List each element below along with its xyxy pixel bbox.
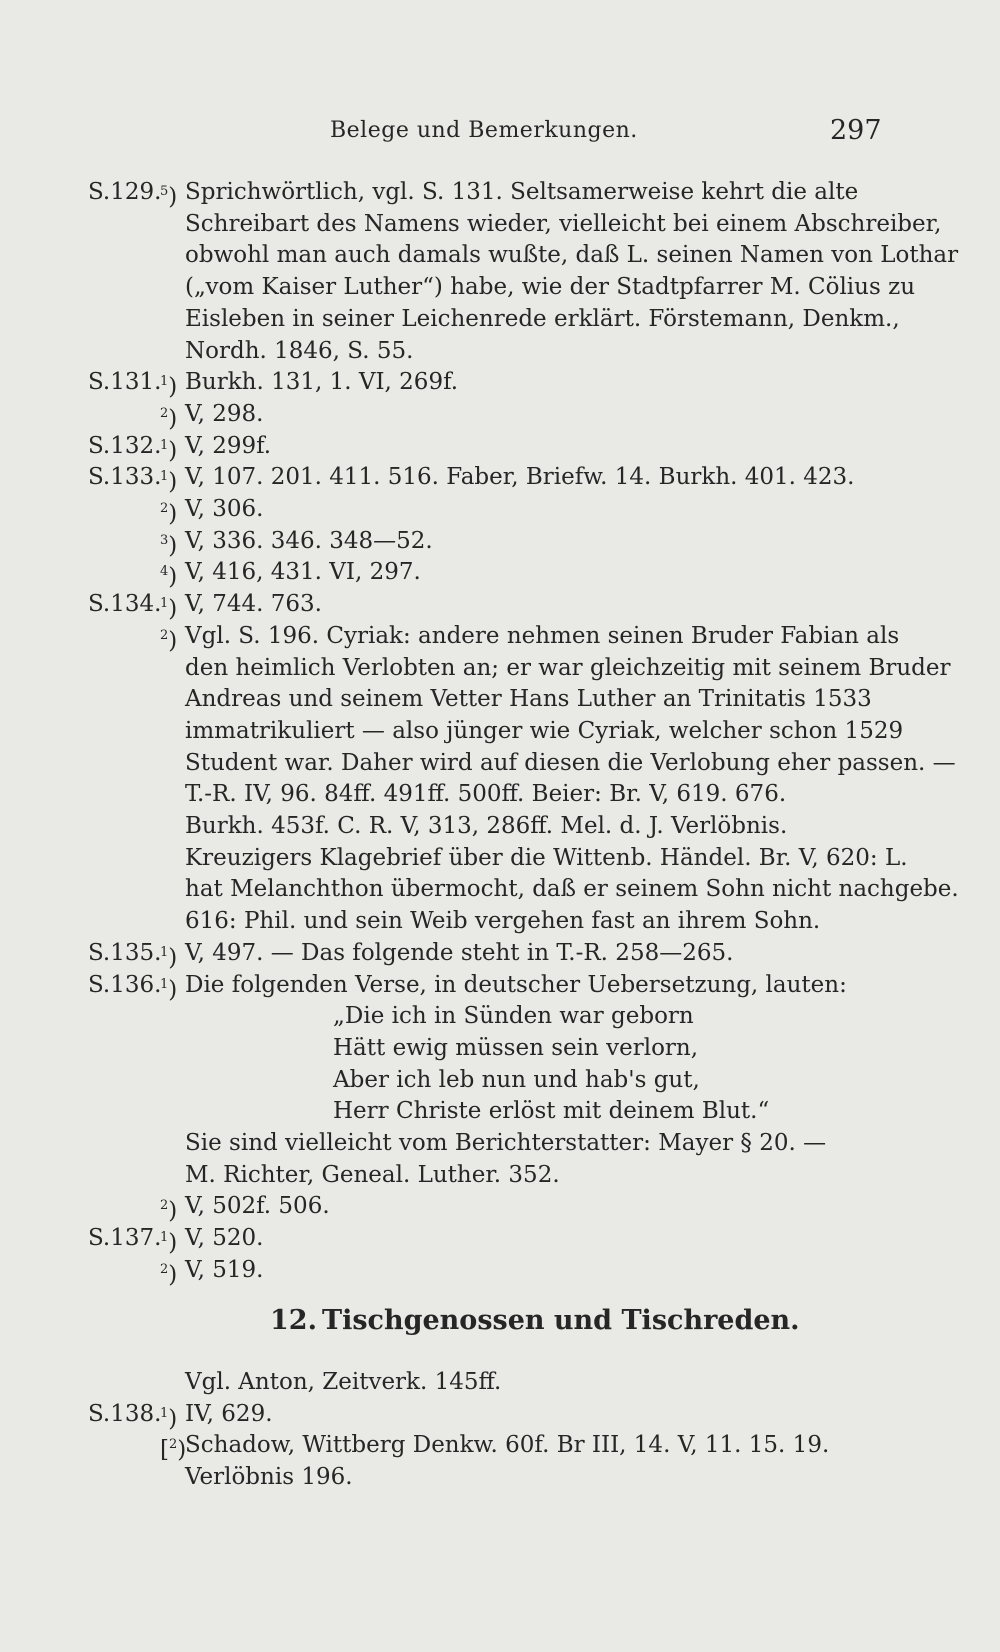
- note-line: [0, 747, 1000, 779]
- note-text: Vgl. S. 196. Cyriak: andere nehmen seinen Bruder Fabian als: [185, 622, 900, 649]
- verse-line: Herr Christe erlöst mit deinem Blut.“: [333, 1098, 770, 1125]
- footnote-number: 1: [160, 1405, 169, 1421]
- note-text: V, 299f.: [185, 432, 272, 459]
- note-line: [0, 1398, 1000, 1430]
- note-text: Andreas und seinem Vetter Hans Luther an Trinitatis 1533: [185, 686, 872, 713]
- page-reference: S.136.: [88, 971, 162, 998]
- footnote-number: 2: [160, 501, 169, 516]
- note-text: Schreibart des Namens wieder, vielleicht bei einem Abschreiber,: [185, 210, 942, 237]
- note-line: [0, 335, 1000, 367]
- footnote-number: 2: [160, 627, 169, 643]
- section-heading: [0, 1305, 1000, 1345]
- footnote-number: 1: [160, 1230, 169, 1246]
- note-text: Schadow, Wittberg Denkw. 60f. Br III, 14. V, 11. 15. 19.: [185, 1432, 830, 1458]
- note-text: Nordh. 1846, S. 55.: [185, 337, 414, 364]
- page-reference: S.133.: [88, 464, 162, 491]
- footnote-marker: $^2$): [160, 1261, 178, 1288]
- footnote-marker: $^1$): [160, 596, 178, 623]
- note-text: Die folgenden Verse, in deutscher Uebersetzung, lauten:: [185, 971, 847, 998]
- note-line: [0, 176, 1000, 208]
- note-line: [0, 461, 1000, 496]
- section-title: Tischgenossen und Tischreden.: [322, 1305, 800, 1336]
- note-line: [0, 620, 1000, 652]
- note-line: [0, 1000, 1000, 1032]
- footnote-number: 1: [160, 374, 169, 390]
- footnote-number: 1: [160, 596, 169, 612]
- note-text: obwohl man auch damals wußte, daß L. seinen Namen von Lothar: [185, 242, 959, 269]
- note-line: [0, 1032, 1000, 1064]
- footnote-marker: $^1$): [160, 469, 178, 496]
- note-line: [0, 1127, 1000, 1159]
- note-line: [0, 271, 1000, 303]
- note-text: 616: Phil. und sein Weib vergehen fast an ihrem Sohn.: [185, 908, 821, 935]
- note-line: [0, 1159, 1000, 1191]
- note-line: [0, 1064, 1000, 1096]
- page-reference: S.137.: [88, 1225, 162, 1252]
- page-reference: S.129.: [88, 179, 162, 205]
- footnote-marker: $^2$): [160, 627, 178, 654]
- footnote-number: 1: [160, 976, 169, 992]
- page-reference: S.131.: [88, 369, 162, 396]
- note-text: Burkh. 131, 1. VI, 269f.: [185, 369, 459, 396]
- note-line: [0, 810, 1000, 842]
- footnote-number: 3: [160, 532, 169, 548]
- note-line: [0, 1222, 1000, 1257]
- note-line: [0, 588, 1000, 623]
- footnote-marker: [$^2$): [160, 1437, 187, 1463]
- page-reference: S.135.: [88, 939, 162, 966]
- note-line: [0, 366, 1000, 401]
- note-line: [0, 1095, 1000, 1127]
- footnote-marker: $^1$): [160, 437, 178, 464]
- note-line: [0, 1461, 1000, 1493]
- running-head: [0, 115, 1000, 158]
- note-text: Sie sind vielleicht vom Berichterstatter: Mayer § 20. —: [185, 1130, 827, 1156]
- running-head-title: Belege und Bemerkungen.: [330, 118, 638, 143]
- note-text: Verlöbnis 196.: [185, 1463, 353, 1490]
- note-text: V, 306.: [185, 496, 264, 522]
- note-line: [0, 873, 1000, 905]
- note-line: [0, 683, 1000, 715]
- note-line: [0, 1254, 1000, 1286]
- note-line: [0, 652, 1000, 684]
- note-text: V, 298.: [185, 400, 264, 427]
- note-text: den heimlich Verlobten an; er war gleichzeitig mit seinem Bruder: [185, 654, 951, 681]
- note-text: IV, 629.: [185, 1400, 273, 1427]
- note-text: immatrikuliert — also jünger wie Cyriak, welcher schon 1529: [185, 717, 904, 744]
- note-text: Kreuzigers Klagebrief über die Wittenb. Händel. Br. V, 620: L.: [185, 844, 908, 871]
- note-line: [0, 715, 1000, 747]
- verse-line: Hätt ewig müssen sein verlorn,: [333, 1034, 699, 1061]
- note-line: [0, 239, 1000, 271]
- note-line: [0, 525, 1000, 557]
- note-text: V, 497. — Das folgende steht in T.-R. 258—265.: [185, 939, 734, 966]
- note-text: Student war. Daher wird auf diesen die Verlobung eher passen. —: [185, 749, 956, 776]
- note-line: [0, 778, 1000, 810]
- footnote-number: 2: [160, 1198, 169, 1214]
- note-line: [0, 1366, 1000, 1398]
- note-text: V, 519.: [185, 1256, 264, 1283]
- note-line: [0, 430, 1000, 462]
- footnote-marker: $^2$): [160, 1198, 178, 1225]
- footnote-number: 5: [160, 184, 169, 199]
- note-text: hat Melanchthon übermocht, daß er seinem Sohn nicht nachgebe.: [185, 876, 959, 903]
- footnote-number: 1: [160, 944, 169, 960]
- note-line: [0, 842, 1000, 874]
- footnote-marker: $^2$): [160, 501, 178, 527]
- note-text: M. Richter, Geneal. Luther. 352.: [185, 1161, 560, 1188]
- note-line: [0, 398, 1000, 430]
- note-text: V, 416, 431. VI, 297.: [185, 559, 421, 586]
- note-line: [0, 208, 1000, 240]
- note-text: Sprichwörtlich, vgl. S. 131. Seltsamerweise kehrt die alte: [185, 179, 859, 205]
- note-text: V, 336. 346. 348—52.: [185, 527, 433, 554]
- verse-line: Aber ich leb nun und hab's gut,: [333, 1066, 700, 1093]
- note-text: V, 520.: [185, 1225, 264, 1252]
- footnote-marker: $^1$): [160, 1405, 178, 1432]
- footnote-marker: $^2$): [160, 405, 178, 432]
- note-text: Burkh. 453f. C. R. V, 313, 286ff. Mel. d. J. Verlöbnis.: [185, 813, 788, 839]
- page-reference: S.138.: [88, 1400, 162, 1427]
- note-text: V, 107. 201. 411. 516. Faber, Briefw. 14. Burkh. 401. 423.: [185, 464, 855, 491]
- note-line: [0, 969, 1000, 1001]
- footnote-number: 4: [160, 564, 169, 580]
- note-line: [0, 303, 1000, 335]
- footnote-marker: $^1$): [160, 976, 178, 1003]
- note-text: Vgl. Anton, Zeitverk. 145ff.: [185, 1369, 502, 1395]
- footnote-marker: $^1$): [160, 374, 178, 401]
- section-number: 12.: [270, 1305, 317, 1336]
- note-text: („vom Kaiser Luther“) habe, wie der Stadtpfarrer M. Cölius zu: [185, 274, 916, 301]
- note-line: [0, 1429, 1000, 1461]
- footnote-number: 2: [160, 405, 169, 421]
- footnote-marker: $^1$): [160, 1230, 178, 1257]
- page-reference: S.132.: [88, 432, 162, 459]
- footnote-number: 2: [168, 1437, 178, 1452]
- note-text: V, 744. 763.: [185, 591, 322, 618]
- footnote-number: 1: [160, 437, 169, 453]
- note-line: [0, 556, 1000, 591]
- note-line: [0, 937, 1000, 969]
- page-reference: S.134.: [88, 591, 162, 618]
- verse-line: „Die ich in Sünden war geborn: [333, 1003, 694, 1030]
- footnote-number: 2: [160, 1261, 169, 1277]
- note-line: [0, 493, 1000, 525]
- note-line: [0, 905, 1000, 937]
- note-text: T.-R. IV, 96. 84ff. 491ff. 500ff. Beier: Br. V, 619. 676.: [185, 781, 787, 808]
- footnote-marker: $^3$): [160, 532, 178, 559]
- note-text: Eisleben in seiner Leichenrede erklärt. Förstemann, Denkm.,: [185, 305, 900, 332]
- footnote-marker: $^4$): [160, 564, 178, 591]
- note-line: [0, 1190, 1000, 1225]
- footnote-marker: $^1$): [160, 944, 178, 971]
- footnote-marker: $^5$): [160, 184, 178, 210]
- page-number: 297: [830, 115, 882, 146]
- note-text: V, 502f. 506.: [185, 1193, 330, 1220]
- footnote-number: 1: [160, 469, 169, 485]
